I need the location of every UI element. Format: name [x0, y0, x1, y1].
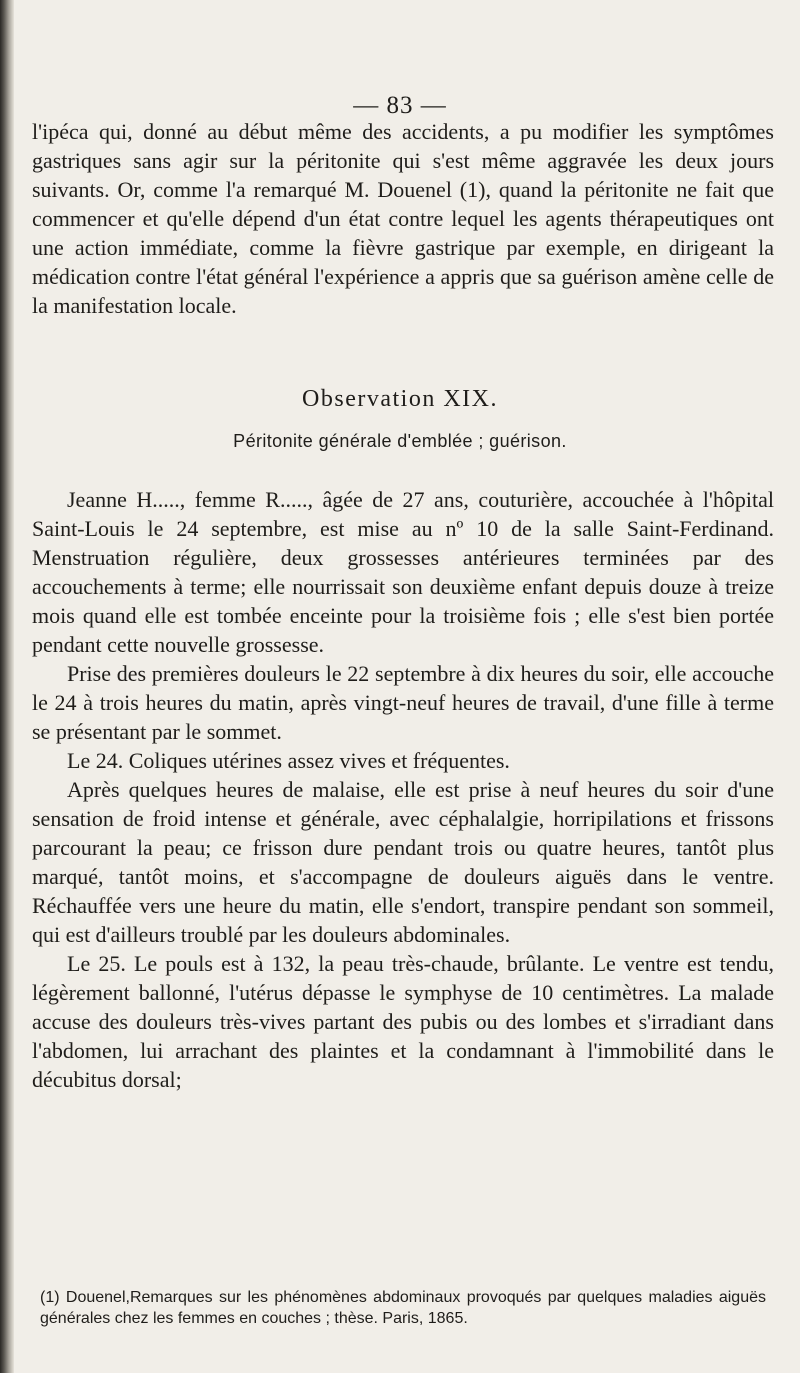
observation-body	[32, 485, 774, 1094]
intro-paragraph: l'ipéca qui, donné au début même des accidents, a pu modifier les symptômes gastriques sans agir sur la péritonite qui s'est même aggravée les deux jours suivants. Or, comme l'a remarqué M. Douenel (1), quand la péritonite ne fait que commencer et qu'elle dépend d'un état contre lequel les agents thérapeutiques ont une action immédiate, comme la fièvre gastrique par exemple, en dirigeant la médication contre l'état général l'expérience a appris que sa guérison amène celle de la manifestation locale.	[32, 119, 774, 318]
page-spine-shadow	[0, 0, 14, 1373]
observation-paragraph: Après quelques heures de malaise, elle est prise à neuf heures du soir d'une sensation de froid intense et générale, avec céphalalgie, horripilations et frissons parcourant la peau; ce frisson dure pendant trois ou quatre heures, tantôt plus marqué, tantôt moins, et s'accompagne de douleurs aiguës dans le ventre. Réchauffée vers une heure du matin, elle s'endort, transpire pendant son sommeil, qui est d'ailleurs troublé par les douleurs abdominales.	[32, 777, 774, 947]
observation-paragraph: Le 25. Le pouls est à 132, la peau très-chaude, brûlante. Le ventre est tendu, légèrement ballonné, l'utérus dépasse le symphyse de 10 centimètres. La malade accuse des douleurs très-vives partant des pubis ou des lombes et s'irradiant dans l'abdomen, lui arrachant des plaintes et la condamnant à l'immobilité dans le décubitus dorsal;	[32, 951, 774, 1092]
footnote: (1) Douenel,Remarques sur les phénomènes abdominaux provoqués par quelques maladies aiguës générales chez les femmes en couches ; thèse. Paris, 1865.	[40, 1289, 766, 1327]
observation-paragraph: Prise des premières douleurs le 22 septembre à dix heures du soir, elle accouche le 24 à trois heures du matin, après vingt-neuf heures de travail, d'une fille à terme se présentant par le sommet.	[32, 661, 774, 744]
observation-subtitle: Péritonite générale d'emblée ; guérison.	[233, 431, 567, 451]
observation-title: Observation XIX.	[302, 386, 498, 412]
observation-paragraph: Jeanne H....., femme R....., âgée de 27 ans, couturière, accouchée à l'hôpital Saint-Louis le 24 septembre, est mise au nº 10 de la salle Saint-Ferdinand. Menstruation régulière, deux grossesses antérieures terminées par des accouchements à terme; elle nourrissait son deuxième enfant depuis douze à treize mois quand elle est tombée enceinte pour la troisième fois ; elle s'est bien portée pendant cette nouvelle grossesse.	[32, 487, 774, 657]
page-number: — 83 —	[353, 92, 447, 119]
observation-paragraph: Le 24. Coliques utérines assez vives et fréquentes.	[67, 748, 510, 773]
